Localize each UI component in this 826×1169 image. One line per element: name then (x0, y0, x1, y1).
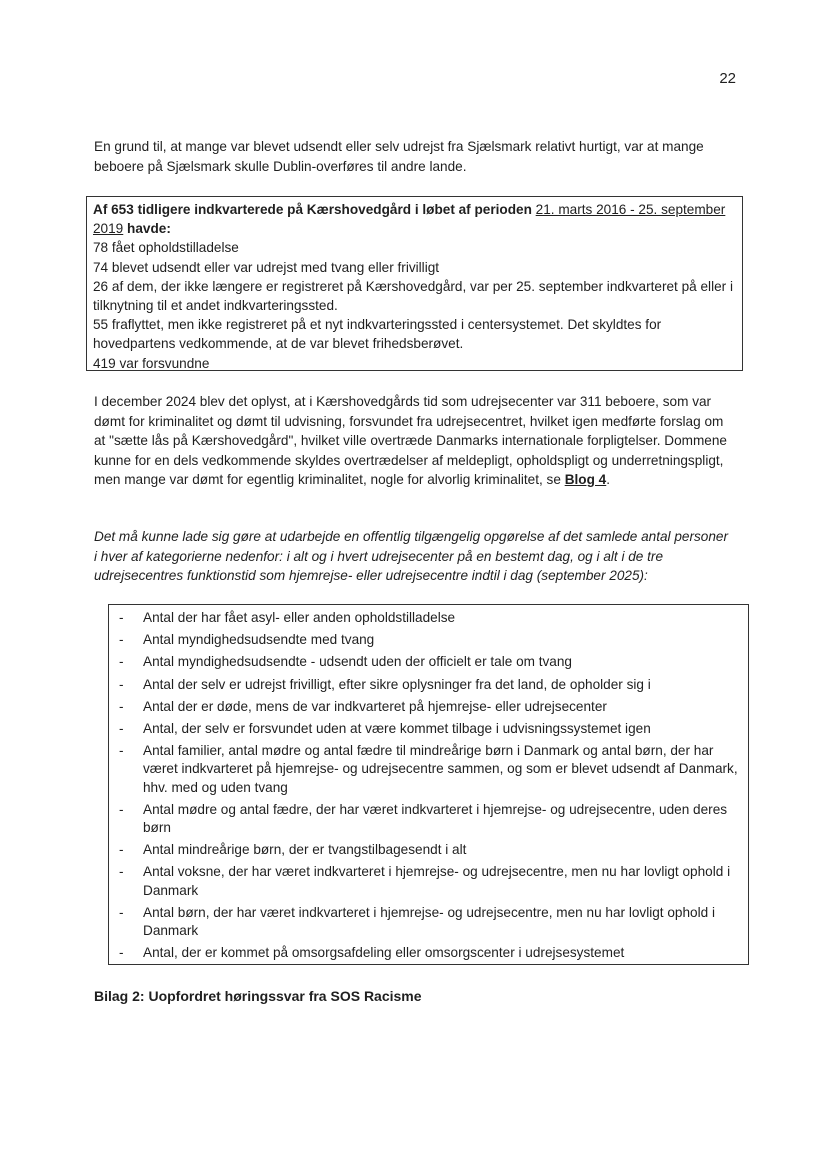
statistics-box (86, 196, 743, 371)
statistic-line: 74 blevet udsendt eller var udrejst med tvang eller frivilligt (93, 259, 440, 275)
dash-bullet: - (119, 721, 124, 737)
statistics-box-heading (93, 200, 734, 238)
period-link[interactable]: 21. marts 2016 - 25. september 2019 (93, 202, 726, 237)
blog-4-link[interactable]: Blog 4 (564, 472, 607, 487)
list-item: - Antal myndighedsudsendte - udsendt uden der officielt er tale om tvang (117, 653, 742, 671)
dash-bullet: - (119, 676, 124, 692)
list-item: - Antal familier, antal mødre og antal fædre til mindreårige børn i Danmark og antal børn, der har været indkvarteret på hjemrejse- og udrejsecentre sammen, og som er blevet udsendt af Danmark, hhv. med og uden tvang (119, 743, 738, 795)
list-item: - Antal myndighedsudsendte med tvang (117, 631, 742, 649)
dash-bullet: - (119, 610, 124, 625)
statistic-line: 419 var forsvundne (93, 355, 210, 371)
dash-bullet: - (119, 945, 124, 961)
page-number: 22 (719, 70, 736, 87)
list-item: - Antal børn, der har været indkvarteret i hjemrejse- og udrejsecentre, men nu har lovligt ophold i Danmark (119, 904, 715, 939)
dash-bullet: - (119, 698, 124, 714)
dash-bullet: - (119, 864, 124, 880)
categories-box (108, 604, 749, 965)
bilag-heading: Bilag 2: Uopfordret høringssvar fra SOS Racisme (94, 988, 422, 1004)
list-item: - Antal der selv er udrejst frivilligt, efter sikre oplysninger fra det land, de opholder sig i (117, 676, 742, 694)
dash-bullet: - (119, 654, 124, 670)
statistics-lead: Af 653 tidligere indkvarterede på Kærshovedgård i løbet af perioden (93, 202, 536, 217)
request-paragraph: Det må kunne lade sig gøre at udarbejde en offentlig tilgængelig opgørelse af det samlede antal personer i hver af kategorierne nedenfor: i alt og i hvert udrejsecenter på en bestemt dag, og i alt i de tre udrejsecentres funktionstid som hjemrejse- eller udrejsecentre indtil i dag (september 2025): (94, 529, 729, 583)
intro-paragraph: En grund til, at mange var blevet udsendt eller selv udrejst fra Sjælsmark relativt hurtigt, var at mange beboere på Sjælsmark skulle Dublin-overføres til andre lande. (94, 139, 704, 174)
categories-list (117, 609, 742, 962)
list-item: - Antal, der er kommet på omsorgsafdeling eller omsorgscenter i udrejsesystemet (117, 944, 742, 962)
list-item: - Antal der har fået asyl- eller anden opholdstilladelse (117, 609, 742, 627)
dash-bullet: - (119, 632, 124, 648)
december-end: . (606, 472, 611, 487)
list-item: - Antal der er døde, mens de var indkvarteret på hjemrejse- eller udrejsecenter (117, 698, 742, 716)
dash-bullet: - (119, 743, 124, 759)
statistics-lead-end: havde: (123, 221, 171, 237)
list-item: - Antal voksne, der har været indkvarteret i hjemrejse- og udrejsecentre, men nu har lovligt ophold i Danmark (119, 864, 731, 898)
dash-bullet: - (119, 904, 124, 920)
statistic-line: 26 af dem, der ikke længere er registreret på Kærshovedgård, var per 25. september indkvarteret på eller i tilknytning til et andet indkvarteringssted. (93, 278, 733, 314)
december-paragraph (94, 392, 734, 490)
statistic-line: 55 fraflyttet, men ikke registreret på et nyt indkvarteringssted i centersystemet. Det skyldtes for hovedpartens vedkommende, at de var blevet frihedsberøvet. (93, 317, 662, 352)
list-item: - Antal mindreårige børn, der er tvangstilbagesendt i alt (117, 841, 742, 859)
dash-bullet: - (119, 801, 124, 817)
list-item: - Antal mødre og antal fædre, der har været indkvarteret i hjemrejse- og udrejsecentre, uden deres børn (119, 801, 728, 836)
december-text: I december 2024 blev det oplyst, at i Kærshovedgårds tid som udrejsecenter var 311 beboere, som var dømt for kriminalitet og dømt til udvisning, forsvundet fra udrejsecentret, hvilket igen medførte forslag om at "sætte lås på Kærshovedgård", hvilket ville overtræde Danmarks internationale forpligtelser. Dommene kunne for en dels vedkommende skyldes overtrædelser af meldepligt, opholdspligt og underretningspligt, men mange var dømt for egentlig kriminalitet, nogle for alvorlig kriminalitet, se (94, 394, 727, 487)
list-item: - Antal, der selv er forsvundet uden at være kommet tilbage i udvisningssystemet igen (117, 720, 742, 738)
statistic-line: 78 fået opholdstilladelse (93, 240, 239, 256)
dash-bullet: - (119, 842, 124, 858)
